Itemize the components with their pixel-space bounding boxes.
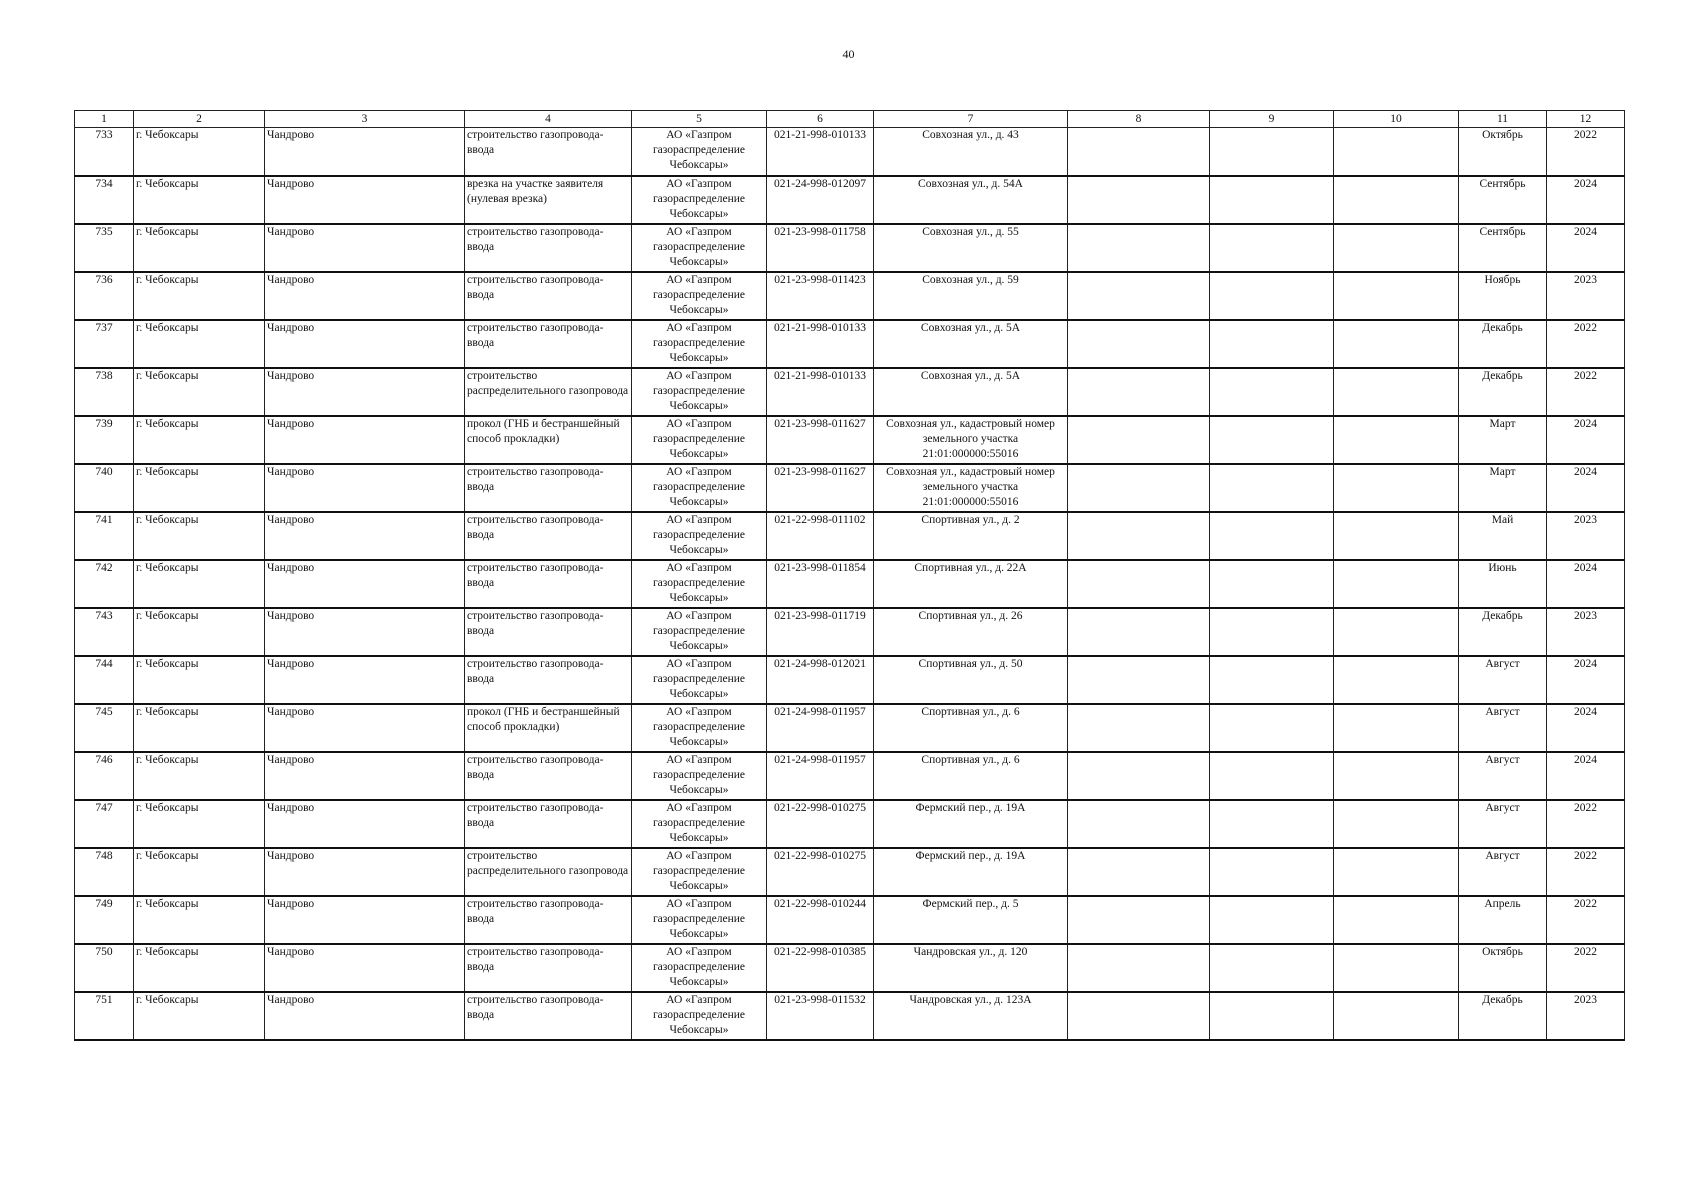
application-number-cell: 021-22-998-010275 (767, 848, 874, 896)
row-number-cell: 750 (75, 944, 134, 992)
row-number-cell: 746 (75, 752, 134, 800)
application-number-cell: 021-23-998-011423 (767, 272, 874, 320)
column-9-cell (1210, 416, 1334, 464)
address-cell: Совхозная ул., д. 59 (874, 272, 1068, 320)
column-8-cell (1068, 656, 1210, 704)
column-10-cell (1334, 416, 1459, 464)
organization-cell: АО «Газпром газораспределение Чебоксары» (632, 368, 767, 416)
column-8-cell (1068, 560, 1210, 608)
settlement-cell: Чандрово (265, 272, 465, 320)
settlement-cell: Чандрово (265, 416, 465, 464)
organization-cell: АО «Газпром газораспределение Чебоксары» (632, 848, 767, 896)
application-number-cell: 021-23-998-011758 (767, 224, 874, 272)
organization-cell: АО «Газпром газораспределение Чебоксары» (632, 176, 767, 224)
year-cell: 2024 (1547, 656, 1625, 704)
column-10-cell (1334, 368, 1459, 416)
column-9-cell (1210, 704, 1334, 752)
table-row (75, 416, 1625, 464)
work-type-cell: строительство газопровода-ввода (465, 560, 632, 608)
column-9-cell (1210, 560, 1334, 608)
column-10-cell (1334, 944, 1459, 992)
application-number-cell: 021-23-998-011627 (767, 416, 874, 464)
organization-cell: АО «Газпром газораспределение Чебоксары» (632, 800, 767, 848)
address-cell: Совхозная ул., кадастровый номер земельного участка 21:01:000000:55016 (874, 416, 1068, 464)
month-cell: Август (1459, 752, 1547, 800)
settlement-cell: Чандрово (265, 464, 465, 512)
column-10-cell (1334, 464, 1459, 512)
work-type-cell: строительство газопровода-ввода (465, 272, 632, 320)
work-type-cell: строительство распределительного газопровода (465, 848, 632, 896)
address-cell: Совхозная ул., д. 55 (874, 224, 1068, 272)
column-8-cell (1068, 272, 1210, 320)
organization-cell: АО «Газпром газораспределение Чебоксары» (632, 464, 767, 512)
table-row (75, 896, 1625, 944)
table-row (75, 128, 1625, 176)
column-10-cell (1334, 560, 1459, 608)
month-cell: Сентябрь (1459, 224, 1547, 272)
row-number-cell: 735 (75, 224, 134, 272)
column-10-cell (1334, 896, 1459, 944)
application-number-cell: 021-21-998-010133 (767, 368, 874, 416)
work-type-cell: строительство газопровода-ввода (465, 944, 632, 992)
table-header (75, 111, 1625, 128)
table-row (75, 272, 1625, 320)
month-cell: Август (1459, 704, 1547, 752)
column-9-cell (1210, 944, 1334, 992)
address-cell: Спортивная ул., д. 2 (874, 512, 1068, 560)
column-8-cell (1068, 176, 1210, 224)
month-cell: Июнь (1459, 560, 1547, 608)
organization-cell: АО «Газпром газораспределение Чебоксары» (632, 608, 767, 656)
application-number-cell: 021-24-998-012021 (767, 656, 874, 704)
application-number-cell: 021-22-998-011102 (767, 512, 874, 560)
address-cell: Чандровская ул., д. 123А (874, 992, 1068, 1040)
month-cell: Август (1459, 848, 1547, 896)
organization-cell: АО «Газпром газораспределение Чебоксары» (632, 512, 767, 560)
row-number-cell: 749 (75, 896, 134, 944)
application-number-cell: 021-23-998-011719 (767, 608, 874, 656)
row-number-cell: 734 (75, 176, 134, 224)
row-number-cell: 747 (75, 800, 134, 848)
city-cell: г. Чебоксары (134, 560, 265, 608)
city-cell: г. Чебоксары (134, 704, 265, 752)
work-type-cell: строительство распределительного газопровода (465, 368, 632, 416)
column-9-cell (1210, 608, 1334, 656)
column-9-cell (1210, 176, 1334, 224)
column-10-cell (1334, 272, 1459, 320)
application-number-cell: 021-23-998-011532 (767, 992, 874, 1040)
column-8-cell (1068, 608, 1210, 656)
page-number: 40 (842, 47, 855, 61)
work-type-cell: прокол (ГНБ и бестраншейный способ прокладки) (465, 416, 632, 464)
column-9-cell (1210, 272, 1334, 320)
month-cell: Декабрь (1459, 368, 1547, 416)
year-cell: 2023 (1547, 512, 1625, 560)
month-cell: Октябрь (1459, 128, 1547, 176)
organization-cell: АО «Газпром газораспределение Чебоксары» (632, 704, 767, 752)
city-cell: г. Чебоксары (134, 320, 265, 368)
column-8-cell (1068, 320, 1210, 368)
work-type-cell: строительство газопровода-ввода (465, 464, 632, 512)
column-8-cell (1068, 752, 1210, 800)
table-row (75, 320, 1625, 368)
month-cell: Апрель (1459, 896, 1547, 944)
work-type-cell: строительство газопровода-ввода (465, 896, 632, 944)
row-number-cell: 744 (75, 656, 134, 704)
work-type-cell: строительство газопровода-ввода (465, 224, 632, 272)
column-header: 3 (265, 111, 465, 128)
month-cell: Декабрь (1459, 320, 1547, 368)
address-cell: Совхозная ул., кадастровый номер земельного участка 21:01:000000:55016 (874, 464, 1068, 512)
application-number-cell: 021-21-998-010133 (767, 320, 874, 368)
column-10-cell (1334, 176, 1459, 224)
table-row (75, 464, 1625, 512)
settlement-cell: Чандрово (265, 704, 465, 752)
table-body (75, 128, 1625, 1040)
year-cell: 2022 (1547, 368, 1625, 416)
settlement-cell: Чандрово (265, 224, 465, 272)
column-8-cell (1068, 992, 1210, 1040)
column-8-cell (1068, 128, 1210, 176)
settlement-cell: Чандрово (265, 608, 465, 656)
column-8-cell (1068, 368, 1210, 416)
column-header: 4 (465, 111, 632, 128)
year-cell: 2024 (1547, 560, 1625, 608)
application-number-cell: 021-24-998-011957 (767, 752, 874, 800)
year-cell: 2022 (1547, 800, 1625, 848)
settlement-cell: Чандрово (265, 752, 465, 800)
column-8-cell (1068, 512, 1210, 560)
table-row (75, 224, 1625, 272)
month-cell: Май (1459, 512, 1547, 560)
table-row (75, 992, 1625, 1040)
column-10-cell (1334, 656, 1459, 704)
column-numbers-row (75, 111, 1625, 128)
organization-cell: АО «Газпром газораспределение Чебоксары» (632, 272, 767, 320)
month-cell: Март (1459, 464, 1547, 512)
month-cell: Декабрь (1459, 608, 1547, 656)
row-number-cell: 736 (75, 272, 134, 320)
row-number-cell: 742 (75, 560, 134, 608)
row-number-cell: 748 (75, 848, 134, 896)
table-row (75, 752, 1625, 800)
work-type-cell: строительство газопровода-ввода (465, 320, 632, 368)
row-number-cell: 738 (75, 368, 134, 416)
organization-cell: АО «Газпром газораспределение Чебоксары» (632, 560, 767, 608)
column-9-cell (1210, 368, 1334, 416)
year-cell: 2023 (1547, 272, 1625, 320)
city-cell: г. Чебоксары (134, 464, 265, 512)
table-row (75, 560, 1625, 608)
city-cell: г. Чебоксары (134, 224, 265, 272)
column-header: 9 (1210, 111, 1334, 128)
column-9-cell (1210, 752, 1334, 800)
row-number-cell: 733 (75, 128, 134, 176)
year-cell: 2022 (1547, 320, 1625, 368)
application-number-cell: 021-24-998-012097 (767, 176, 874, 224)
column-10-cell (1334, 320, 1459, 368)
address-cell: Совхозная ул., д. 5А (874, 320, 1068, 368)
settlement-cell: Чандрово (265, 512, 465, 560)
column-header: 12 (1547, 111, 1625, 128)
column-header: 8 (1068, 111, 1210, 128)
row-number-cell: 751 (75, 992, 134, 1040)
work-type-cell: строительство газопровода-ввода (465, 752, 632, 800)
column-10-cell (1334, 224, 1459, 272)
row-number-cell: 737 (75, 320, 134, 368)
table-row (75, 944, 1625, 992)
city-cell: г. Чебоксары (134, 656, 265, 704)
settlement-cell: Чандрово (265, 176, 465, 224)
year-cell: 2022 (1547, 944, 1625, 992)
address-cell: Спортивная ул., д. 26 (874, 608, 1068, 656)
column-header: 2 (134, 111, 265, 128)
settlement-cell: Чандрово (265, 656, 465, 704)
application-number-cell: 021-23-998-011854 (767, 560, 874, 608)
table-row (75, 800, 1625, 848)
city-cell: г. Чебоксары (134, 176, 265, 224)
row-number-cell: 741 (75, 512, 134, 560)
organization-cell: АО «Газпром газораспределение Чебоксары» (632, 752, 767, 800)
table-row (75, 176, 1625, 224)
column-8-cell (1068, 464, 1210, 512)
month-cell: Сентябрь (1459, 176, 1547, 224)
year-cell: 2024 (1547, 704, 1625, 752)
year-cell: 2022 (1547, 848, 1625, 896)
month-cell: Август (1459, 800, 1547, 848)
column-8-cell (1068, 416, 1210, 464)
row-number-cell: 745 (75, 704, 134, 752)
city-cell: г. Чебоксары (134, 992, 265, 1040)
year-cell: 2023 (1547, 608, 1625, 656)
column-10-cell (1334, 752, 1459, 800)
table-row (75, 704, 1625, 752)
column-9-cell (1210, 128, 1334, 176)
column-9-cell (1210, 896, 1334, 944)
column-10-cell (1334, 800, 1459, 848)
city-cell: г. Чебоксары (134, 416, 265, 464)
work-type-cell: строительство газопровода-ввода (465, 656, 632, 704)
register-table (74, 110, 1625, 1041)
city-cell: г. Чебоксары (134, 368, 265, 416)
year-cell: 2022 (1547, 896, 1625, 944)
settlement-cell: Чандрово (265, 848, 465, 896)
column-9-cell (1210, 224, 1334, 272)
address-cell: Фермский пер., д. 19А (874, 800, 1068, 848)
column-header: 1 (75, 111, 134, 128)
address-cell: Спортивная ул., д. 6 (874, 704, 1068, 752)
city-cell: г. Чебоксары (134, 608, 265, 656)
city-cell: г. Чебоксары (134, 512, 265, 560)
application-number-cell: 021-22-998-010244 (767, 896, 874, 944)
row-number-cell: 740 (75, 464, 134, 512)
column-8-cell (1068, 800, 1210, 848)
organization-cell: АО «Газпром газораспределение Чебоксары» (632, 320, 767, 368)
settlement-cell: Чандрово (265, 128, 465, 176)
work-type-cell: строительство газопровода-ввода (465, 608, 632, 656)
column-header: 7 (874, 111, 1068, 128)
month-cell: Ноябрь (1459, 272, 1547, 320)
column-8-cell (1068, 944, 1210, 992)
organization-cell: АО «Газпром газораспределение Чебоксары» (632, 992, 767, 1040)
month-cell: Декабрь (1459, 992, 1547, 1040)
column-header: 6 (767, 111, 874, 128)
column-header: 10 (1334, 111, 1459, 128)
city-cell: г. Чебоксары (134, 800, 265, 848)
year-cell: 2024 (1547, 464, 1625, 512)
application-number-cell: 021-21-998-010133 (767, 128, 874, 176)
column-9-cell (1210, 800, 1334, 848)
city-cell: г. Чебоксары (134, 896, 265, 944)
year-cell: 2024 (1547, 416, 1625, 464)
work-type-cell: прокол (ГНБ и бестраншейный способ прокладки) (465, 704, 632, 752)
work-type-cell: строительство газопровода-ввода (465, 992, 632, 1040)
organization-cell: АО «Газпром газораспределение Чебоксары» (632, 416, 767, 464)
work-type-cell: строительство газопровода-ввода (465, 800, 632, 848)
organization-cell: АО «Газпром газораспределение Чебоксары» (632, 128, 767, 176)
work-type-cell: врезка на участке заявителя (нулевая врезка) (465, 176, 632, 224)
year-cell: 2024 (1547, 752, 1625, 800)
column-10-cell (1334, 848, 1459, 896)
city-cell: г. Чебоксары (134, 752, 265, 800)
table-row (75, 608, 1625, 656)
column-10-cell (1334, 128, 1459, 176)
column-9-cell (1210, 464, 1334, 512)
work-type-cell: строительство газопровода-ввода (465, 128, 632, 176)
month-cell: Август (1459, 656, 1547, 704)
column-header: 5 (632, 111, 767, 128)
row-number-cell: 743 (75, 608, 134, 656)
settlement-cell: Чандрово (265, 992, 465, 1040)
column-8-cell (1068, 896, 1210, 944)
column-9-cell (1210, 320, 1334, 368)
address-cell: Совхозная ул., д. 54А (874, 176, 1068, 224)
organization-cell: АО «Газпром газораспределение Чебоксары» (632, 224, 767, 272)
year-cell: 2023 (1547, 992, 1625, 1040)
work-type-cell: строительство газопровода-ввода (465, 512, 632, 560)
address-cell: Спортивная ул., д. 22А (874, 560, 1068, 608)
row-number-cell: 739 (75, 416, 134, 464)
settlement-cell: Чандрово (265, 320, 465, 368)
column-8-cell (1068, 704, 1210, 752)
address-cell: Фермский пер., д. 19А (874, 848, 1068, 896)
application-number-cell: 021-22-998-010275 (767, 800, 874, 848)
table-row (75, 512, 1625, 560)
organization-cell: АО «Газпром газораспределение Чебоксары» (632, 656, 767, 704)
city-cell: г. Чебоксары (134, 944, 265, 992)
table-row (75, 848, 1625, 896)
column-10-cell (1334, 608, 1459, 656)
year-cell: 2022 (1547, 128, 1625, 176)
column-9-cell (1210, 848, 1334, 896)
application-number-cell: 021-23-998-011627 (767, 464, 874, 512)
application-number-cell: 021-24-998-011957 (767, 704, 874, 752)
year-cell: 2024 (1547, 176, 1625, 224)
address-cell: Фермский пер., д. 5 (874, 896, 1068, 944)
address-cell: Спортивная ул., д. 6 (874, 752, 1068, 800)
column-9-cell (1210, 512, 1334, 560)
year-cell: 2024 (1547, 224, 1625, 272)
settlement-cell: Чандрово (265, 800, 465, 848)
city-cell: г. Чебоксары (134, 272, 265, 320)
settlement-cell: Чандрово (265, 560, 465, 608)
column-10-cell (1334, 704, 1459, 752)
address-cell: Совхозная ул., д. 5А (874, 368, 1068, 416)
address-cell: Чандровская ул., д. 120 (874, 944, 1068, 992)
settlement-cell: Чандрово (265, 944, 465, 992)
application-number-cell: 021-22-998-010385 (767, 944, 874, 992)
column-10-cell (1334, 992, 1459, 1040)
city-cell: г. Чебоксары (134, 128, 265, 176)
organization-cell: АО «Газпром газораспределение Чебоксары» (632, 944, 767, 992)
settlement-cell: Чандрово (265, 368, 465, 416)
column-9-cell (1210, 992, 1334, 1040)
column-8-cell (1068, 848, 1210, 896)
organization-cell: АО «Газпром газораспределение Чебоксары» (632, 896, 767, 944)
settlement-cell: Чандрово (265, 896, 465, 944)
address-cell: Спортивная ул., д. 50 (874, 656, 1068, 704)
month-cell: Март (1459, 416, 1547, 464)
table-row (75, 368, 1625, 416)
month-cell: Октябрь (1459, 944, 1547, 992)
table-row (75, 656, 1625, 704)
column-header: 11 (1459, 111, 1547, 128)
column-10-cell (1334, 512, 1459, 560)
column-8-cell (1068, 224, 1210, 272)
address-cell: Совхозная ул., д. 43 (874, 128, 1068, 176)
city-cell: г. Чебоксары (134, 848, 265, 896)
column-9-cell (1210, 656, 1334, 704)
